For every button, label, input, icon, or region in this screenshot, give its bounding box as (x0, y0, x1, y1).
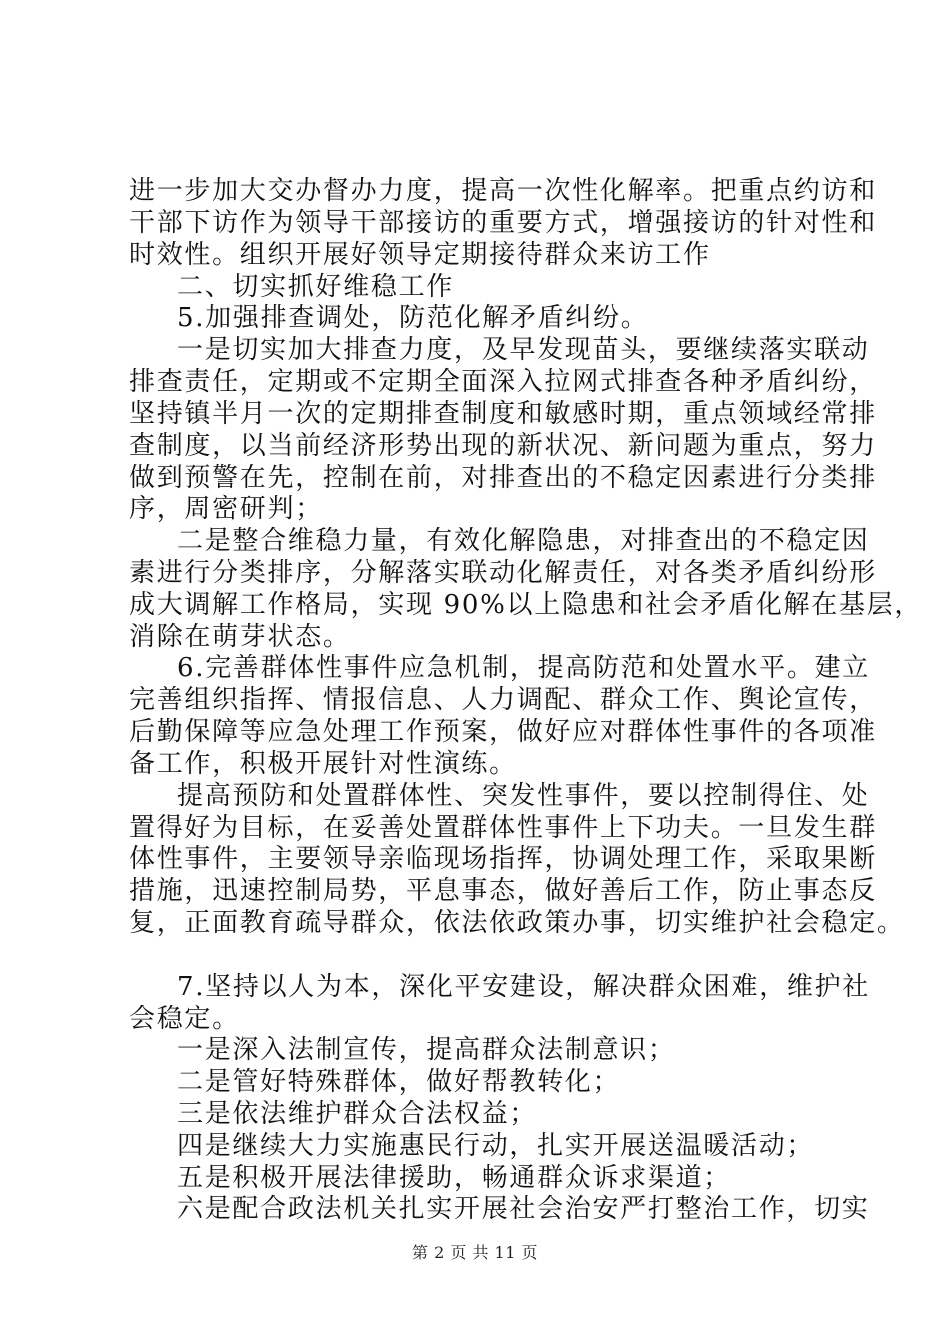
item-heading: 7.坚持以人为本，深化平安建设，解决群众困难，维护社 (177, 972, 871, 1002)
body-text-line: 措施，迅速控制局势，平息事态，做好善后工作，防止事态反 (129, 876, 877, 906)
body-text-line: 查制度，以当前经济形势出现的新状况、新问题为重点，努力 (129, 431, 877, 461)
body-text-line: 完善组织指挥、情报信息、人力调配、群众工作、舆论宣传， (129, 685, 877, 715)
body-text-line: 后勤保障等应急处理工作预案，做好应对群体性事件的各项准 (129, 717, 877, 747)
body-text-line: 进一步加大交办督办力度，提高一次性化解率。把重点约访和 (129, 176, 877, 206)
body-text-line: 序，周密研判； (129, 494, 323, 524)
list-item: 二是管好特殊群体，做好帮教转化； (177, 1067, 621, 1097)
body-text-line: 干部下访作为领导干部接访的重要方式，增强接访的针对性和 (129, 208, 877, 238)
list-item: 六是配合政法机关扎实开展社会治安严打整治工作，切实 (177, 1194, 870, 1224)
list-item: 一是深入法制宣传，提高群众法制意识； (177, 1035, 676, 1065)
section-heading: 二、切实抓好维稳工作 (177, 272, 455, 302)
body-text-line: 一是切实加大排查力度，及早发现苗头，要继续落实联动 (177, 335, 870, 365)
body-text-line: 复，正面教育疏导群众，依法依政策办事，切实维护社会稳定。 (129, 908, 905, 938)
body-text-line: 消除在萌芽状态。 (129, 622, 351, 652)
body-text-line: 素进行分类排序，分解落实联动化解责任，对各类矛盾纠纷形 (129, 558, 877, 588)
body-text-line: 会稳定。 (129, 1004, 240, 1034)
body-text-line: 做到预警在先，控制在前，对排查出的不稳定因素进行分类排 (129, 463, 877, 493)
body-text-line: 成大调解工作格局，实现 90%以上隐患和社会矛盾化解在基层， (129, 590, 923, 620)
list-item: 三是依法维护群众合法权益； (177, 1099, 538, 1129)
item-heading: 5.加强排查调处，防范化解矛盾纠纷。 (177, 303, 649, 333)
item-heading: 6.完善群体性事件应急机制，提高防范和处置水平。建立 (177, 653, 871, 683)
body-text-line: 坚持镇半月一次的定期排查制度和敏感时期，重点领域经常排 (129, 399, 877, 429)
body-text-line: 时效性。组织开展好领导定期接待群众来访工作 (129, 240, 711, 270)
list-item: 五是积极开展法律援助，畅通群众诉求渠道； (177, 1163, 732, 1193)
body-text-line: 体性事件，主要领导亲临现场指挥，协调处理工作，采取果断 (129, 844, 877, 874)
body-text-line: 排查责任，定期或不定期全面深入拉网式排查各种矛盾纠纷， (129, 367, 877, 397)
page-number-footer: 第 2 页 共 11 页 (412, 1243, 538, 1262)
body-text-line: 置得好为目标，在妥善处置群体性事件上下功夫。一旦发生群 (129, 813, 877, 843)
body-text-line: 提高预防和处置群体性、突发性事件，要以控制得住、处 (177, 781, 870, 811)
body-text-line: 备工作，积极开展针对性演练。 (129, 749, 517, 779)
list-item: 四是继续大力实施惠民行动，扎实开展送温暖活动； (177, 1131, 815, 1161)
body-text-line: 二是整合维稳力量，有效化解隐患，对排查出的不稳定因 (177, 526, 870, 556)
